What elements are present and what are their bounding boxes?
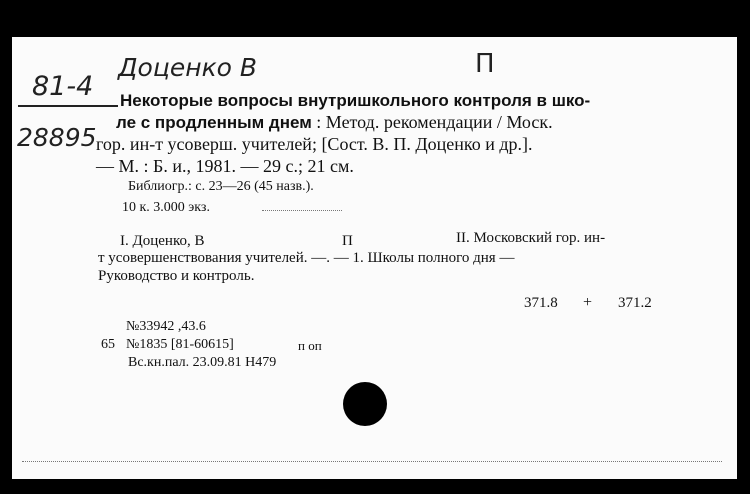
- tracing-letter: П: [342, 233, 353, 249]
- bottom-dotted-line: [22, 461, 722, 462]
- entry-line-4: — М. : Б. и., 1981. — 29 с.; 21 см.: [96, 156, 354, 176]
- print-run: 10 к. 3.000 экз.: [122, 200, 210, 215]
- tracing-personal-name: I. Доценко, В: [120, 233, 205, 249]
- card-rod-hole: [343, 382, 387, 426]
- title-line-1: Некоторые вопросы внутришкольного контроля в шко-: [120, 91, 591, 110]
- card-number-suffix: п оп: [298, 338, 322, 353]
- udc-index-2: 371.2: [618, 295, 652, 311]
- handwritten-author-note: Доценко В: [118, 53, 258, 82]
- bibliography-note: Библиогр.: с. 23—26 (45 назв.).: [128, 179, 314, 194]
- handwritten-shelfmark: 81-4: [32, 71, 94, 102]
- title-line-2-bold: ле с продленным днем: [116, 113, 312, 132]
- title-line-2: [116, 112, 553, 133]
- tracing-line-3: Руководство и контроль.: [98, 268, 255, 284]
- tracing-line-2: т усовершенствования учителей. —. — 1. Школы полного дня —: [98, 250, 515, 266]
- book-chamber-stamp: Вс.кн.пал. 23.09.81 Н479: [128, 355, 277, 370]
- entry-line-3: гор. ин-т усоверш. учителей; [Сост. В. П. Доценко и др.].: [96, 134, 533, 154]
- footer-prefix: 65: [101, 337, 115, 352]
- tracing-corporate: II. Московский гор. ин-: [456, 230, 606, 246]
- udc-index-1: 371.8: [524, 295, 558, 311]
- card-number: №1835 [81-60615]: [126, 337, 234, 352]
- handwritten-inventory-number: 28895: [17, 123, 97, 152]
- title-line-2-rest: : Метод. рекомендации / Моск.: [316, 112, 553, 132]
- order-number: №33942 ,43.6: [126, 319, 206, 334]
- udc-plus: +: [583, 294, 593, 311]
- shelfmark-underline: [18, 105, 118, 107]
- handwritten-letter: П: [475, 49, 495, 79]
- catalog-card: [12, 37, 737, 479]
- print-run-dotted-line: [262, 210, 342, 211]
